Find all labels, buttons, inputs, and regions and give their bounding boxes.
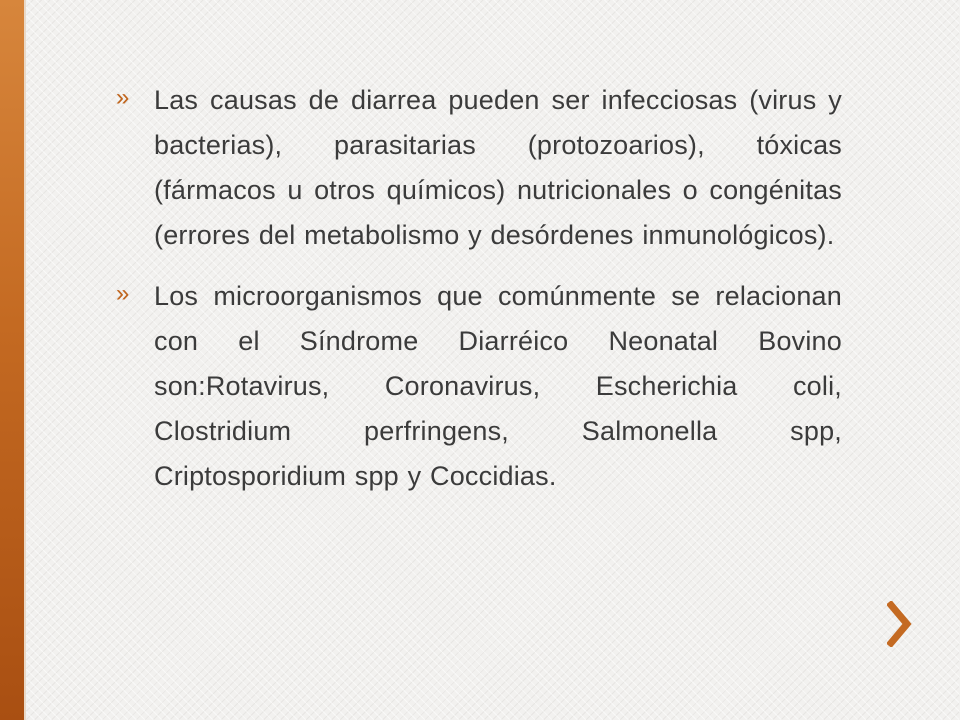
bullet-text: Las causas de diarrea pueden ser infecciosas (virus y bacterias), parasitarias (protozoarios), tóxicas (fármacos u otros químicos) nutricionales o congénitas (errores del metabolismo y desórdenes inmunológicos). — [154, 85, 842, 250]
slide-content — [116, 78, 842, 515]
slide-accent-bar — [0, 0, 24, 720]
bullet-text: Los microorganismos que comúnmente se relacionan con el Síndrome Diarréico Neonatal Bovino son:Rotavirus, Coronavirus, Escherichia coli, Clostridium perfringens, Salmonella spp, Criptosporidium spp y Coccidias. — [154, 281, 842, 491]
bullet-marker-icon: » — [116, 84, 130, 111]
bullet-item — [116, 78, 842, 258]
bullet-marker-icon: » — [116, 280, 130, 307]
chevron-right-icon[interactable] — [880, 596, 920, 652]
bullet-item — [116, 274, 842, 499]
